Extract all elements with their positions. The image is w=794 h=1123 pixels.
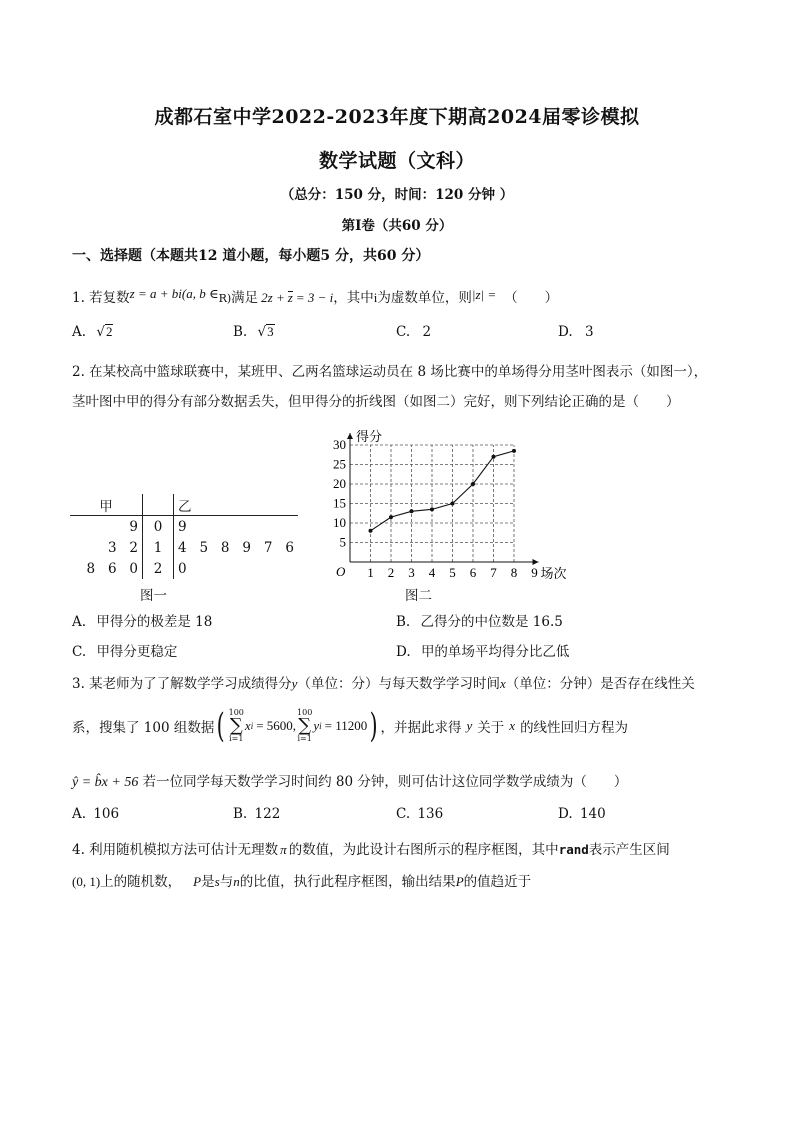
y-tick-label: 10 <box>333 515 346 530</box>
q2-line-1: 2. 在某校高中篮球联赛中，某班甲、乙两名篮球运动员在 8 场比赛中的单场得分用茎叶图表示（如图一）， <box>72 364 708 380</box>
leaf-left: 8 6 0 <box>86 560 138 577</box>
option-text: 甲的单场平均得分比乙低 <box>420 644 570 660</box>
q4-text: 是 <box>201 874 215 890</box>
sigma-icon: ∑ <box>298 715 312 736</box>
q3-text: （单位：分）与每天数学学习时间 <box>297 676 500 692</box>
y-tick-label: 30 <box>333 437 346 452</box>
q4-var-p: P <box>193 874 202 889</box>
data-point <box>492 455 496 459</box>
option-label: D. <box>558 806 573 822</box>
x-tick-label: 5 <box>449 565 456 580</box>
sum-lower: i=1 <box>229 734 244 743</box>
q4-text: 的比值，执行此程序框图，输出结果 <box>239 874 456 890</box>
option-label: B. <box>233 324 248 340</box>
option-label: C. <box>72 644 87 660</box>
subscript-i: i <box>250 721 254 731</box>
x-tick-label: 9 <box>531 565 538 580</box>
option-label: B. <box>396 614 411 630</box>
question-1 <box>72 286 558 306</box>
right-paren-icon: ) <box>369 706 378 746</box>
q4-text: 表示产生区间 <box>588 842 670 858</box>
leaf-right: 4 5 8 9 7 6 <box>178 539 294 556</box>
chart-axes <box>347 433 539 565</box>
q1-option-c[interactable] <box>396 324 431 340</box>
q1-option-a[interactable] <box>72 324 113 340</box>
option-label: B. <box>233 806 248 822</box>
option-label: A. <box>72 614 87 630</box>
q1-z-conjugate: z <box>287 290 293 305</box>
option-label: A. <box>72 806 87 822</box>
option-label: D. <box>396 644 411 660</box>
q3-option-d[interactable] <box>558 806 606 822</box>
option-text: 122 <box>254 806 281 822</box>
q3-option-a[interactable] <box>72 806 119 822</box>
q4-text: 上的随机数， <box>100 874 182 890</box>
q4-var-n: n <box>233 874 240 889</box>
q1-real-set: R) <box>218 292 232 305</box>
q4-line-2 <box>72 870 531 890</box>
q3-text: 3. 某老师为了了解数学学习成绩得分 <box>72 676 292 692</box>
stem-leaf-row <box>70 558 298 579</box>
sigma-icon: ∑ <box>229 715 243 736</box>
sum-symbol <box>297 708 312 744</box>
option-value: 3 <box>584 324 594 340</box>
q3-text: 关于 <box>477 720 505 736</box>
q1-option-d[interactable] <box>558 324 594 340</box>
leaf-right: 0 <box>178 560 187 577</box>
q2-option-c[interactable] <box>72 640 177 660</box>
x-tick-label: 1 <box>367 565 374 580</box>
x-tick-label: 4 <box>428 565 436 580</box>
q4-rand: rand <box>558 842 589 857</box>
x-tick-label: 8 <box>510 565 518 580</box>
y-tick-label: 5 <box>339 534 346 550</box>
q3-var-x: x <box>499 676 506 691</box>
sqrt-icon: √ <box>257 324 267 340</box>
option-label: D. <box>558 324 573 340</box>
x-tick-label: 2 <box>387 565 395 580</box>
q3-text: ，并据此求得 <box>380 720 462 736</box>
q3-line-1 <box>72 672 695 692</box>
q1-number: 1. 若复数 <box>72 290 130 306</box>
stem-leaf-row <box>70 516 298 538</box>
stem-leaf-row <box>70 537 298 558</box>
q4-line-1 <box>72 838 670 858</box>
option-text: 140 <box>579 806 606 822</box>
q4-text: 的数值，为此设计右图所示的程序框图，其中 <box>288 842 559 858</box>
regression-equation: ŷ = b̂x + 56 <box>72 775 139 790</box>
stem: 1 <box>143 537 174 558</box>
q4-text: 与 <box>219 874 234 890</box>
option-label: A. <box>72 324 87 340</box>
q1-expr-2z: 2z + <box>261 290 285 305</box>
data-point <box>369 529 373 533</box>
data-point <box>512 449 516 453</box>
sum-upper: 100 <box>228 708 244 717</box>
exam-subtitle: 数学试题（文科） <box>318 150 475 172</box>
stem-leaf-plot <box>70 494 298 579</box>
option-text: 甲得分更稳定 <box>96 644 178 660</box>
x-axis-label: 场次 <box>540 566 567 581</box>
y-tick-label: 15 <box>333 495 346 511</box>
q3-option-b[interactable] <box>233 806 280 822</box>
q1-answer-paren: （ ） <box>504 290 559 306</box>
y-tick-label: 20 <box>333 476 346 491</box>
exam-info: （总分：150 分，时间：120 分钟 ） <box>280 187 514 203</box>
q2-option-b[interactable] <box>396 610 563 630</box>
q4-var-s: s <box>214 874 220 889</box>
subscript-i: i <box>319 721 322 731</box>
origin-label: O <box>336 564 346 579</box>
q2-option-d[interactable] <box>396 640 569 660</box>
data-point <box>451 502 455 506</box>
q3-var-y: y <box>466 718 473 733</box>
sum-symbol <box>229 708 244 744</box>
sum-var-y: y <box>313 718 320 733</box>
leaf-left: 9 <box>129 518 138 535</box>
q3-option-c[interactable] <box>396 806 443 822</box>
q1-expr-rhs: = 3 − i <box>295 290 334 305</box>
option-label: C. <box>396 324 411 340</box>
q1-text-after: ，其中 <box>333 290 374 306</box>
leaf-left: 3 2 <box>107 539 138 556</box>
y-axis-arrow-icon <box>347 433 353 439</box>
leaf-right: 9 <box>178 518 187 535</box>
q4-pi: π <box>280 842 287 857</box>
q3-text: 的线性回归方程为 <box>520 720 629 736</box>
q4-text: 的值趋近于 <box>463 874 532 890</box>
q2-line-2: 茎叶图中甲的得分有部分数据丢失，但甲得分的折线图（如图二）完好，则下列结论正确的是（ ） <box>72 394 680 410</box>
q2-option-a[interactable] <box>72 610 212 630</box>
x-tick-label: 6 <box>469 565 477 580</box>
q3-text: 系，搜集了 100 组数据 <box>72 720 215 736</box>
q1-text-after2: 为虚数单位，则 <box>377 290 472 306</box>
q3-text: （单位：分钟）是否存在线性关 <box>505 676 695 692</box>
x-tick-label: 3 <box>408 565 415 580</box>
score-line-chart <box>320 414 580 584</box>
option-text: 136 <box>417 806 444 822</box>
q4-interval: (0, 1) <box>72 874 101 889</box>
option-text: 106 <box>93 806 120 822</box>
left-paren-icon: ( <box>217 706 225 746</box>
option-value: 2 <box>105 324 113 339</box>
data-point <box>471 482 475 486</box>
part-heading: 第Ⅰ卷（共60 分） <box>341 218 453 234</box>
sum-upper: 100 <box>297 708 313 717</box>
y-tick-label: 25 <box>333 456 346 472</box>
option-value: 2 <box>422 324 432 340</box>
q1-abs-z: |z| = <box>471 287 497 302</box>
q1-option-b[interactable] <box>233 324 275 340</box>
figure-2-caption: 图二 <box>405 588 432 604</box>
y-axis-label: 得分 <box>356 429 383 444</box>
q3-var-x: x <box>509 718 516 733</box>
option-value: 3 <box>267 324 274 339</box>
q3-line-2 <box>72 704 628 748</box>
q4-var-p: P <box>455 874 464 889</box>
q3-line-3 <box>72 770 627 791</box>
q4-text: 4. 利用随机模拟方法可估计无理数 <box>72 842 279 858</box>
sqrt-icon: √ <box>96 324 105 340</box>
section-heading: 一、选择题（本题共12 道小题，每小题5 分，共60 分） <box>72 248 430 264</box>
stem-leaf-left-header: 甲 <box>99 498 113 515</box>
sum-lower: i=1 <box>297 734 312 743</box>
exam-title: 成都石室中学2022-2023年度下期高2024届零诊模拟 <box>154 106 640 128</box>
q1-text-mid: 满足 <box>231 290 259 306</box>
sum-var-x: x <box>244 718 251 733</box>
q1-i: i <box>373 290 378 305</box>
sum-x-value: = 5600, <box>256 718 297 733</box>
figure-1-caption: 图一 <box>140 588 167 604</box>
option-label: C. <box>396 806 411 822</box>
stem: 2 <box>143 558 174 579</box>
x-tick-label: 7 <box>490 565 497 580</box>
q3-var-y: y <box>291 676 298 691</box>
data-point <box>430 507 434 511</box>
option-text: 甲得分的极差是 18 <box>96 614 213 630</box>
data-point <box>410 509 414 513</box>
stem: 0 <box>143 516 174 538</box>
q1-expr-z: z = a + bi(a, b ∈ <box>129 286 219 301</box>
q3-text: 若一位同学每天数学学习时间约 80 分钟，则可估计这位同学数学成绩为（ ） <box>142 774 628 790</box>
stem-leaf-right-header: 乙 <box>178 498 192 515</box>
data-point <box>389 515 393 519</box>
stem-leaf-header <box>70 494 298 516</box>
option-text: 乙得分的中位数是 16.5 <box>420 614 563 630</box>
sum-y-value: = 11200 <box>324 718 368 733</box>
